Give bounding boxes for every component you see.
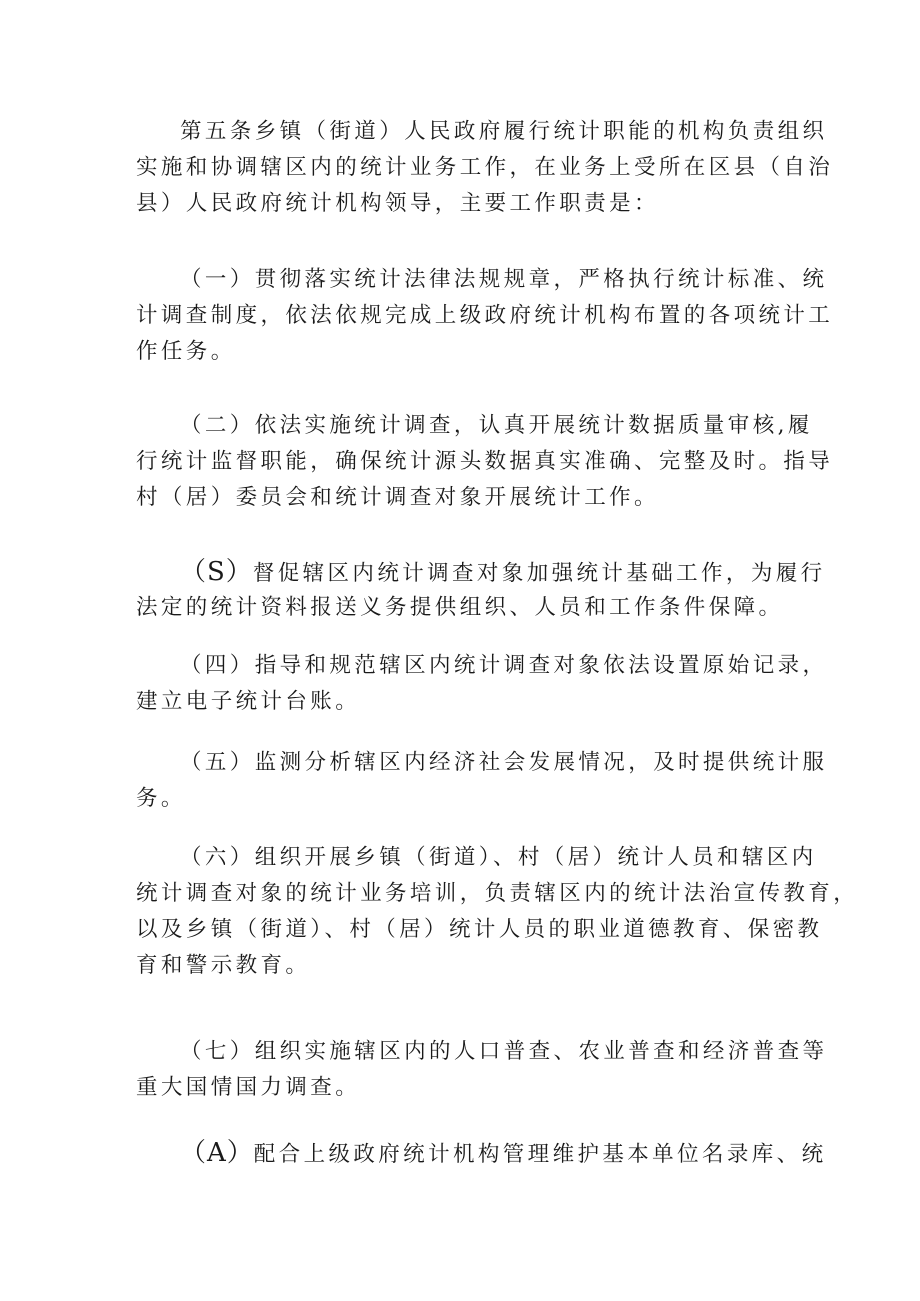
text-line: （五）监测分析辖区内经济社会发展情况，及时提供统计服 [180, 750, 828, 775]
item-marker: （S） [180, 557, 253, 587]
text-line: 建立电子统计台账。 [136, 689, 361, 714]
item-text: 督促辖区内统计调查对象加强统计基础工作，为履行 [252, 561, 826, 586]
text-line: 实施和协调辖区内的统计业务工作，在业务上受所在区县（自治 [136, 155, 834, 180]
text-line: 县）人民政府统计机构领导，主要工作职责是： [136, 191, 659, 216]
text-line: 统计调查对象的统计业务培训，负责辖区内的统计法治宣传教育， [136, 881, 859, 906]
duty-item-5 [136, 745, 828, 817]
text-line: （六）组织开展乡镇（街道）、村（居）统计人员和辖区内 [180, 845, 817, 870]
text-line: 重大国情国力调查。 [136, 1075, 361, 1100]
duty-item-8 [136, 1135, 827, 1171]
item-marker: （A） [180, 1138, 254, 1168]
text-line: 第五条乡镇（街道）人民政府履行统计职能的机构负责组织 [180, 119, 828, 144]
text-line: 以及乡镇（街道）、村（居）统计人员的职业道德教育、保密教 [136, 917, 823, 942]
text-line: （七）组织实施辖区内的人口普查、农业普查和经济普查等 [180, 1039, 828, 1064]
text-line [136, 1135, 827, 1171]
duty-item-7 [136, 1034, 828, 1106]
duty-item-4 [136, 648, 828, 720]
duty-item-6 [136, 840, 859, 984]
duty-item-1 [136, 262, 834, 370]
duty-item-3 [136, 554, 826, 626]
text-line: 行统计监督职能，确保统计源头数据真实准确、完整及时。指导 [136, 449, 834, 474]
text-line: 育和警示教育。 [136, 953, 311, 978]
text-line [136, 554, 826, 590]
text-line: （一）贯彻落实统计法律法规规章，严格执行统计标准、统 [180, 267, 828, 292]
text-line: 务。 [136, 786, 186, 811]
text-line: 作任务。 [136, 339, 236, 364]
article-5-paragraph [136, 114, 834, 222]
item-text: 配合上级政府统计机构管理维护基本单位名录库、统 [253, 1142, 827, 1167]
text-line: （四）指导和规范辖区内统计调查对象依法设置原始记录， [180, 653, 828, 678]
text-line: 计调查制度，依法依规完成上级政府统计机构布置的各项统计工 [136, 303, 834, 328]
text-line: 法定的统计资料报送义务提供组织、人员和工作条件保障。 [136, 595, 784, 620]
duty-item-2 [136, 408, 834, 516]
text-line: （二）依法实施统计调查，认真开展统计数据质量审核,履 [180, 413, 813, 438]
text-line: 村（居）委员会和统计调查对象开展统计工作。 [136, 485, 659, 510]
